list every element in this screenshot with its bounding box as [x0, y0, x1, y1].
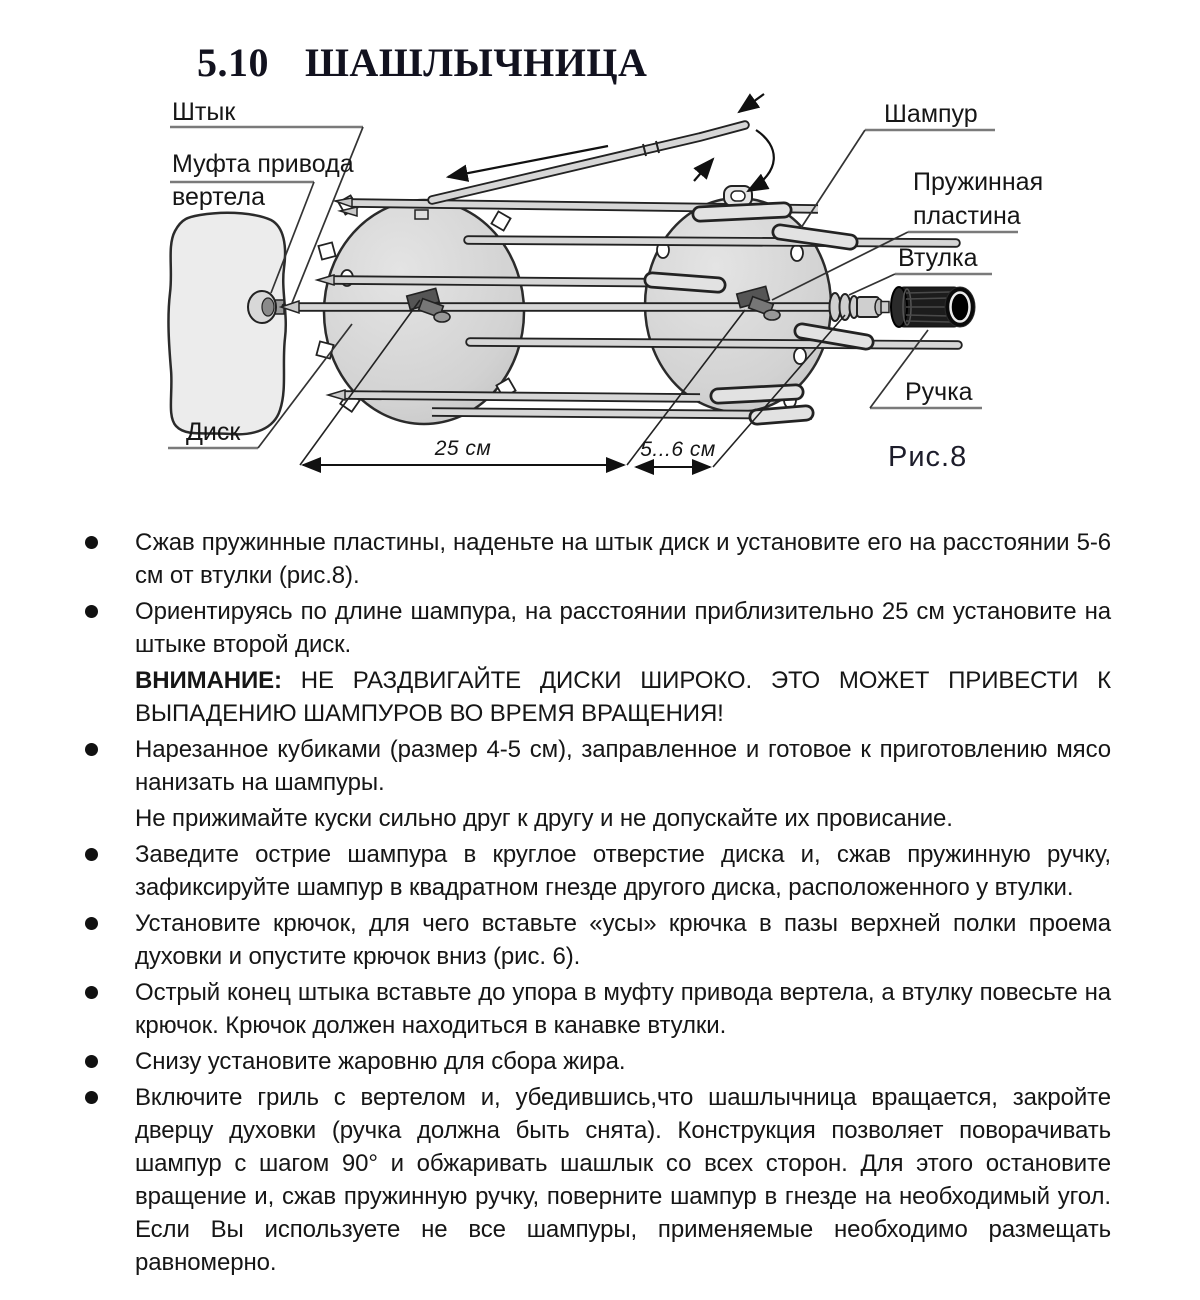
attention-text: ВНИМАНИЕ: НЕ РАЗДВИГАЙТЕ ДИСКИ ШИРОКО. ЭТО МОЖЕТ ПРИВЕСТИ К ВЫПАДЕНИЮ ШАМПУРОВ ВО ВРЕМЯ ВРАЩЕНИЯ!: [135, 667, 1111, 727]
label-skewer: Шампур: [884, 100, 978, 128]
bullet-marker: [85, 595, 135, 661]
instruction-item: [85, 838, 1111, 904]
figure-caption: Рис.8: [888, 441, 968, 473]
instruction-text: Заведите острие шампура в круглое отверстие диска и, сжав пружинную ручку, зафиксируйте шампур в квадратном гнезде другого диска, расположенного у втулки.: [135, 841, 1111, 901]
bullet-marker: [85, 838, 135, 904]
instruction-item: [85, 907, 1111, 973]
label-drive-coupling-2: вертела: [172, 183, 265, 211]
instruction-item: [85, 526, 1111, 592]
handle: [891, 287, 975, 327]
attention-note: [85, 664, 1111, 730]
bushing: [830, 293, 890, 321]
section-number: 5.10: [197, 39, 269, 85]
bullet-marker: [85, 1045, 135, 1078]
dimension-5-6cm-label: 5...6 см: [640, 438, 716, 461]
instruction-item: [85, 1045, 1111, 1078]
label-spring-plate-2: пластина: [913, 202, 1021, 230]
instruction-note: [85, 802, 1111, 835]
label-spring-plate-1: Пружинная: [913, 168, 1044, 196]
instruction-item: [85, 733, 1111, 799]
label-disk: Диск: [186, 418, 241, 446]
instruction-text: Острый конец штыка вставьте до упора в муфту привода вертела, а втулку повесьте на крючок. Крючок должен находиться в канавке втулки.: [135, 979, 1111, 1039]
bullet-marker: [85, 733, 135, 799]
label-bushing: Втулка: [898, 244, 978, 272]
insertion-arrows: [448, 94, 774, 191]
instruction-text: Нарезанное кубиками (размер 4-5 см), заправленное и готовое к приготовлению мясо нанизать на шампуры.: [135, 736, 1111, 796]
section-name: ШАШЛЫЧНИЦА: [305, 39, 648, 85]
instruction-text: Установите крючок, для чего вставьте «усы» крючка в пазы верхней полки проема духовки и опустите крючок вниз (рис. 6).: [135, 910, 1111, 970]
label-handle: Ручка: [905, 378, 973, 406]
oven-wall-shape: [168, 213, 285, 435]
instruction-text: Ориентируясь по длине шампура, на расстоянии приблизительно 25 см установите на штыке второй диск.: [135, 598, 1111, 658]
instruction-text: Сжав пружинные пластины, наденьте на штык диск и установите его на расстоянии 5-6 см от втулки (рис.8).: [135, 529, 1111, 589]
dimension-5-6cm: [636, 438, 716, 467]
attention-prefix: ВНИМАНИЕ:: [135, 667, 282, 694]
bullet-marker: [85, 907, 135, 973]
inserted-skewer: [432, 125, 745, 200]
instruction-text: Включите гриль с вертелом и, убедившись,что шашлычница вращается, закройте дверцу духовки (ручка должна быть снята). Конструкция позволяет поворачивать шампур с шагом 90° и обжаривать шашлык со всех сторон. Для этого остановите вращение и, сжав пружинную ручку, поверните шампур в гнезде на необходимый угол. Если Вы используете не все шампуры, применяемые необходимо размещать равномерно.: [135, 1084, 1111, 1276]
instruction-text: Снизу установите жаровню для сбора жира.: [135, 1048, 626, 1075]
label-spit: Штык: [172, 98, 236, 126]
instruction-text: Не прижимайте куски сильно друг к другу и не допускайте их провисание.: [135, 805, 953, 832]
bullet-marker: [85, 976, 135, 1042]
instructions-list: [85, 526, 1111, 1282]
instruction-item: [85, 976, 1111, 1042]
dimension-25cm-label: 25 см: [434, 437, 492, 460]
page-title: [197, 39, 647, 86]
instruction-item: [85, 1081, 1111, 1279]
instruction-item: [85, 595, 1111, 661]
bullet-marker: [85, 526, 135, 592]
label-drive-coupling-1: Муфта привода: [172, 150, 354, 178]
rotisserie-figure: [0, 88, 1200, 502]
bullet-marker: [85, 1081, 135, 1279]
dimension-25cm: [303, 437, 624, 465]
